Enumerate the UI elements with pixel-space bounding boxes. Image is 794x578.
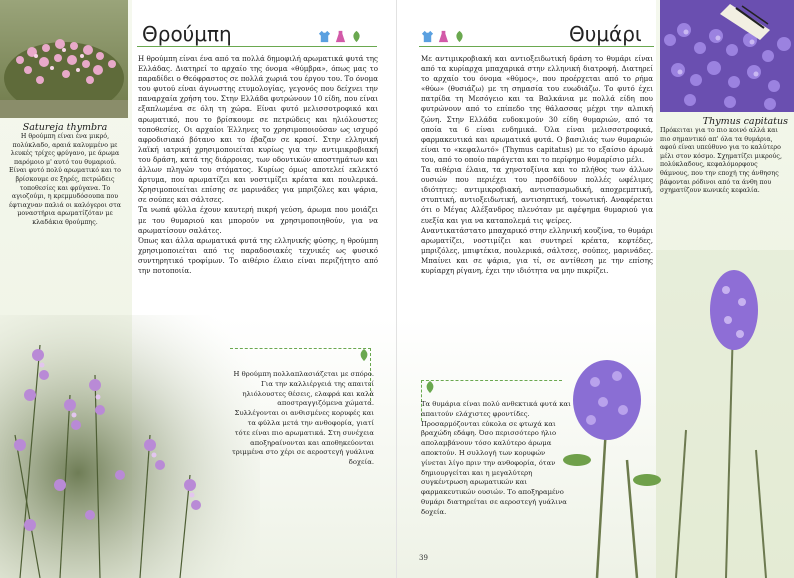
dress-icon (437, 30, 450, 43)
shirt-icon (318, 30, 331, 43)
right-page (397, 0, 794, 578)
leaf-icon (453, 30, 466, 43)
paragraph: Με αντιμικροβιακή και αντιοξειδωτική δράση το θυμάρι είναι από τα κυρίαρχα μπαχαρικά στην ελληνική διατροφή. Διατηρεί το αρχαίο του όνομα «θύμος», που προέρχεται από το ρήμα «θύω» (θυσιάζω) με τη σημασία του ευωδιάζω. Το φυτό έχει πατρίδα τη Μεσόγειο και τα Βαλκάνια με πολλά είδη που φυτρώνουν από το επίπεδο της θάλασσας μέχρι την αλπική ζώνη. Στην Ελλάδα ευδοκιμούν 30 είδη θυμαριών, από τα οποία τα 6 είναι ενδημικά. Όλα είναι μελισσοτροφικά, φαρμακευτικά και αρωματικά φυτά. Ο βασιλιάς των θυμαριών είναι το «κεφαλωτό» (Thymus capitatus) με το εξαίσιο άρωμά του, από το οποίο παράγεται και το περίφημο θυμαρίσιο μέλι. (421, 54, 653, 164)
paragraph: Αναντικατάστατο μπαχαρικό στην ελληνική κουζίνα, το θυμάρι αρωματίζει, νοστιμίζει και συντηρεί κρέατα, κεφτέδες, μπριζόλες, μπιφτέκια, πουλερικά, σάλτσες, σούπες, μαρινάδες. Μπαίνει και σε ψάρια, για τί, σε αντίθεση με την επίσης κυρίαρχη ρίγανη, έχει την ιδιότητα να μην πικρίζει. (421, 225, 653, 275)
paragraph: Τα νωπά φύλλα έχουν καυτερή πικρή γεύση, άρωμα που μοιάζει με του θυμαριού και μπορούν να χρησιμοποιηθούν, για να αρωματίσουν σαλάτες. (138, 205, 378, 235)
thymus-closeup-photo (557, 330, 667, 578)
leaf-icon (423, 380, 437, 394)
box-text-right: Τα θυμάρια είναι πολύ ανθεκτικά φυτά και απαιτούν ελάχιστες φροντίδες. Προσαρμόζονται εύκολα σε φτωχά και βραχώδη εδάφη. Όσο περισσότερο ήλιο απολαμβάνουν τόσο καλύτερο άρωμα αποκτούν. Η συλλογή των κορυφών γίνεται λίγο πριν την ανθοφορία, όταν δημιουργείται και η μεγαλύτερη συγκέντρωση αρωματικών και φαρμακευτικών ουσιών. Το αποξηραμένο θυμάρι διατηρείται σε αεροστεγή γυάλινα δοχεία. (421, 400, 571, 516)
body-text-left (138, 54, 378, 276)
title-rule-right (419, 46, 654, 47)
body-text-right (421, 54, 653, 276)
paragraph: Τα αιθέρια έλαια, τα χηνοτοξίνια και το πλήθος των άλλων ουσιών που περιέχει του προσδίδουν πολλές ωφέλιμες ιδιότητες: αντιμικροβιακή, αντισπασμωδική, αποχρεμπτική, στυπτική, αντιοξειδωτική, αντισηπτική, τονωτική. Αναφέρεται ότι ο Μέγας Αλέξανδρος πλενόταν με αφέψημα θυμαριού για ευεξία και για να καταπολεμά τις ψείρες. (421, 165, 653, 225)
capitatus-photo (660, 0, 794, 112)
sidebar-caption-thymbra (6, 122, 124, 228)
title-rule-left (137, 46, 377, 47)
paragraph: Η θρούμπη είναι ένα από τα πολλά δημοφιλή αρωματικά φυτά της Ελλάδας. Διατηρεί το αρχαίο της όνομα «θύμβρα», όπως μας το παραδίδει ο Θεόφραστος σε πολλά χωριά του έργου του. Το όνομα του φυτού είναι άγνωστης ετυμολογίας, γεγονός που δείχνει την παναρχαία χρήση του. Στην Ελλάδα φυτρώνουν 10 είδη, που είναι εξαπλωμένα σε όλη τη χώρα. Είναι φυτό μελισσοτροφικό και αρωματικό, που το βρίσκουμε σε πετρώδεις και ηλιόλουστες τοποθεσίες. Οι αρχαίοι Έλληνες το χρησιμοποιούσαν ως ισχυρό αφροδισιακό βότανο και το έβαζαν σε κρασί. Στην ελληνική λαϊκή ιατρική χρησιμοποιείται κυρίως για την αντιμικροβιακή του δράση, κατά της διάρροιας, των οδοντικών αποστημάτων και άλλων πληγών του στόματος. Κυρίως όμως αποτελεί εκλεκτό άρτυμα, που αρωματίζει και νοστιμίζει κρέατα και πουλερικά. Χρησιμοποιείται επίσης σε μαρινάδες για μπριζόλες και ψάρια, σε σούπες και σάλτσες. (138, 54, 378, 205)
paragraph: Όπως και άλλα αρωματικά φυτά της ελληνικής φύσης, η θρούμπη χρησιμοποιείται από τις παραδοσιακές τεχνικές ως φυσικό συντηρητικό τροφίμων. Το αιθέριο έλαιο είναι περιζήτητο από την ποτοποιία. (138, 235, 378, 275)
dress-icon (334, 30, 347, 43)
latin-name-capitatus: Thymus capitatus (702, 116, 788, 127)
satureja-photo (0, 0, 128, 118)
thymus-flowers-photo (656, 250, 794, 578)
sidebar-caption-text: Πρόκειται για το πιο κοινό αλλά και πιο σημαντικό απ' όλα τα θυμάρια, αφού είναι υπεύθυνο για το καλύτερο μέλι στον κόσμο. Σχηματίζει μικρούς, πολύκλαδους, κεφαλόμορφους θάμνους, που την εποχή της άνθησης βάφονται ρόδινοι από τα άνθη που σχηματίζουν κωνικές κεφαλία. (660, 127, 782, 195)
sidebar-caption-capitatus (660, 116, 788, 196)
usage-icons-left (318, 30, 363, 43)
leaf-icon (357, 348, 371, 362)
page-title-left: Θρούμπη (142, 22, 232, 46)
thymbra-flowers-photo (0, 315, 260, 578)
latin-name-thymbra: Satureja thymbra (22, 122, 108, 133)
shirt-icon (421, 30, 434, 43)
page-number: 39 (419, 554, 428, 562)
sidebar-caption-text: Η θρούμπη είναι ένα μικρό, πολύκλαδο, αραιά καλυμμένο με λευκές τρίχες φρύγανο, με άρωμα παρόμοιο μ' αυτό του θυμαριού. Είναι φυτό πολύ αρωματικό και το βρίσκουμε σε ξηρές, πετρώδεις τοποθεσίες και φρύγανα. Το αγιοζούμι, η κρεμμυδόσουπα που έφτιαχναν παλιά οι καλόγεροι στα μοναστήρια αρωματίζόταν με κλαδάκια θρούμπης. (9, 133, 121, 226)
usage-icons-right (421, 30, 466, 43)
page-title-right: Θυμάρι (569, 22, 642, 46)
leaf-icon (350, 30, 363, 43)
box-text-left: Η θρούμπη πολλαπλασιάζεται με σπόρο. Για την καλλιέργειά της απαιτεί ηλιόλουστες θέσεις, ελαφρά και καλά αποστραγγιζόμενα χώματα. Συλλέγονται οι ανθισμένες κορυφές και τα φύλλα μετά την ανθοφορία, γιατί τότε είναι πιο αρωματικά. Στη συνέχεια αποξηραίνονται και αποθηκεύονται τριμμένα στο χέρι σε αεροστεγή γυάλινα δοχεία. (232, 370, 374, 467)
right-sidebar (656, 0, 794, 578)
